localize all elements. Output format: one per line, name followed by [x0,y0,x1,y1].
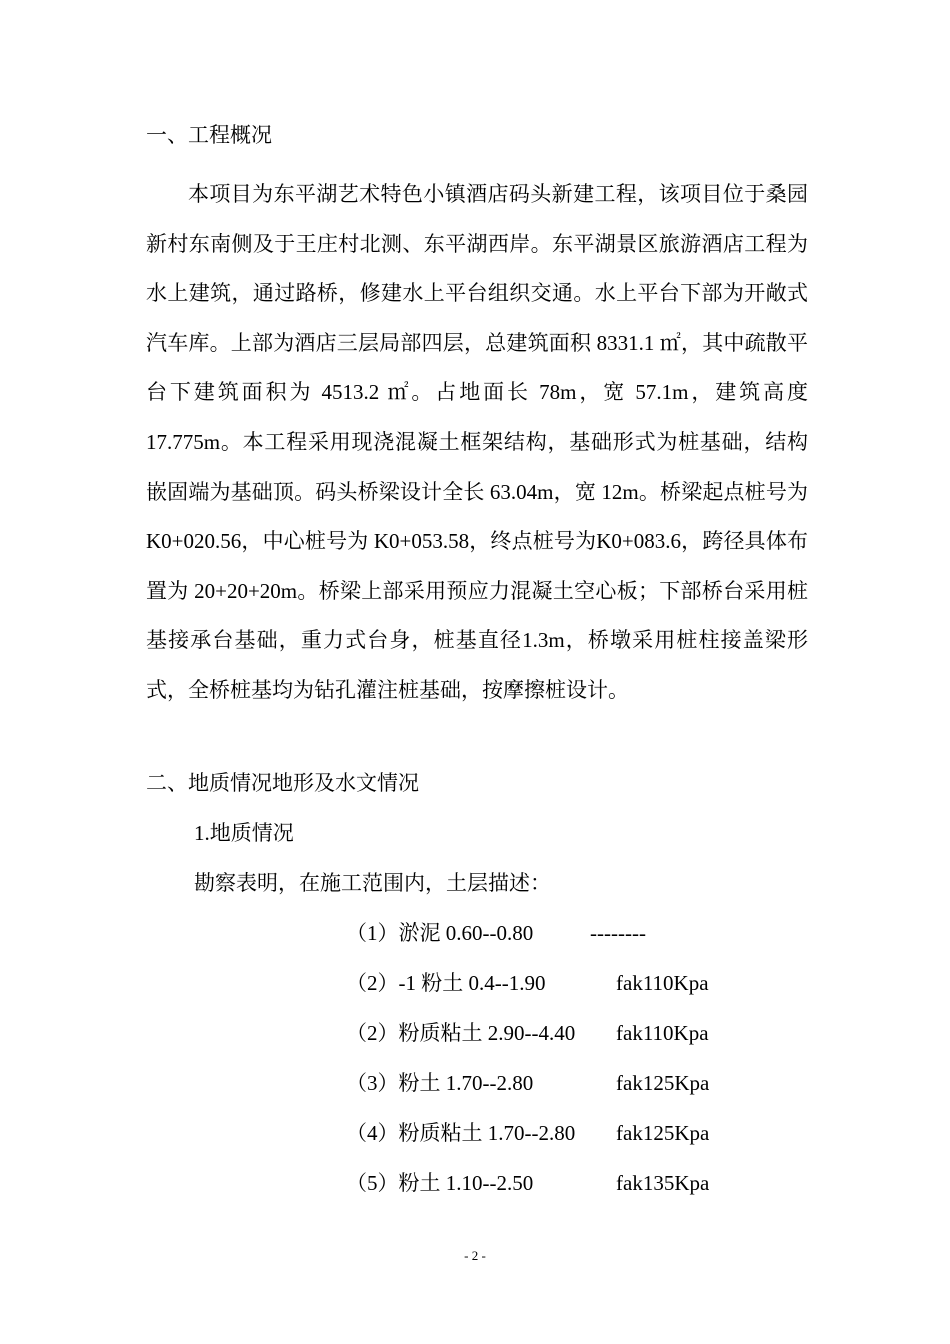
subsection-heading-geology: 1.地质情况 [194,821,294,845]
soil-layer-name: （5）粉土 1.10--2.50 [346,1171,534,1195]
soil-layer-row [346,918,766,948]
soil-layer-row [346,1168,766,1198]
section-heading-geology: 二、地质情况地形及水文情况 [146,771,419,795]
soil-layer-name: （3）粉土 1.70--2.80 [346,1071,534,1095]
soil-layer-row [346,1118,766,1148]
soil-layer-row [346,968,766,998]
soil-layer-row [346,1018,766,1048]
soil-layer-fak: fak110Kpa [616,1021,709,1045]
soil-layer-row [346,1068,766,1098]
section-heading-overview: 一、工程概况 [146,123,272,147]
soil-layer-name: （2）-1 粉土 0.4--1.90 [346,971,546,995]
soil-layer-fak: fak135Kpa [616,1171,710,1195]
page-number: - 2 - [464,1248,486,1263]
soil-layer-fak: fak110Kpa [616,971,709,995]
soil-layer-fak: fak125Kpa [616,1121,710,1145]
overview-paragraph: 本项目为东平湖艺术特色小镇酒店码头新建工程，该项目位于桑园新村东南侧及于王庄村北测、东平湖西岸。东平湖景区旅游酒店工程为水上建筑，通过路桥，修建水上平台组织交通。水上平台下部为开敞式汽车库。上部为酒店三层局部四层，总建筑面积 8331.1 ㎡，其中疏散平台下建筑面积为 4513.2 ㎡。占地面长 78m，宽 57.1m，建筑高度 17.775m。本工程采用现浇混凝土框架结构，基础形式为桩基础，结构嵌固端为基础顶。码头桥梁设计全长 63.04m，宽 12m。桥梁起点桩号为 K0+020.56，中心桩号为 K0+053.58，终点桩号为K0+083.6，跨径具体布置为 20+20+20m。桥梁上部采用预应力混凝土空心板；下部桥台采用桩基接承台基础，重力式台身，桩基直径1.3m，桥墩采用桩柱接盖梁形式，全桥桩基均为钻孔灌注桩基础，按摩擦桩设计。 [146,182,808,702]
soil-layer-fak: -------- [590,921,646,945]
soil-layer-name: （1）淤泥 0.60--0.80 [346,921,534,945]
soil-layer-name: （4）粉质粘土 1.70--2.80 [346,1121,576,1145]
soil-intro-text: 勘察表明，在施工范围内，土层描述： [194,871,551,895]
soil-layer-name: （2）粉质粘土 2.90--4.40 [346,1021,576,1045]
soil-layer-fak: fak125Kpa [616,1071,710,1095]
